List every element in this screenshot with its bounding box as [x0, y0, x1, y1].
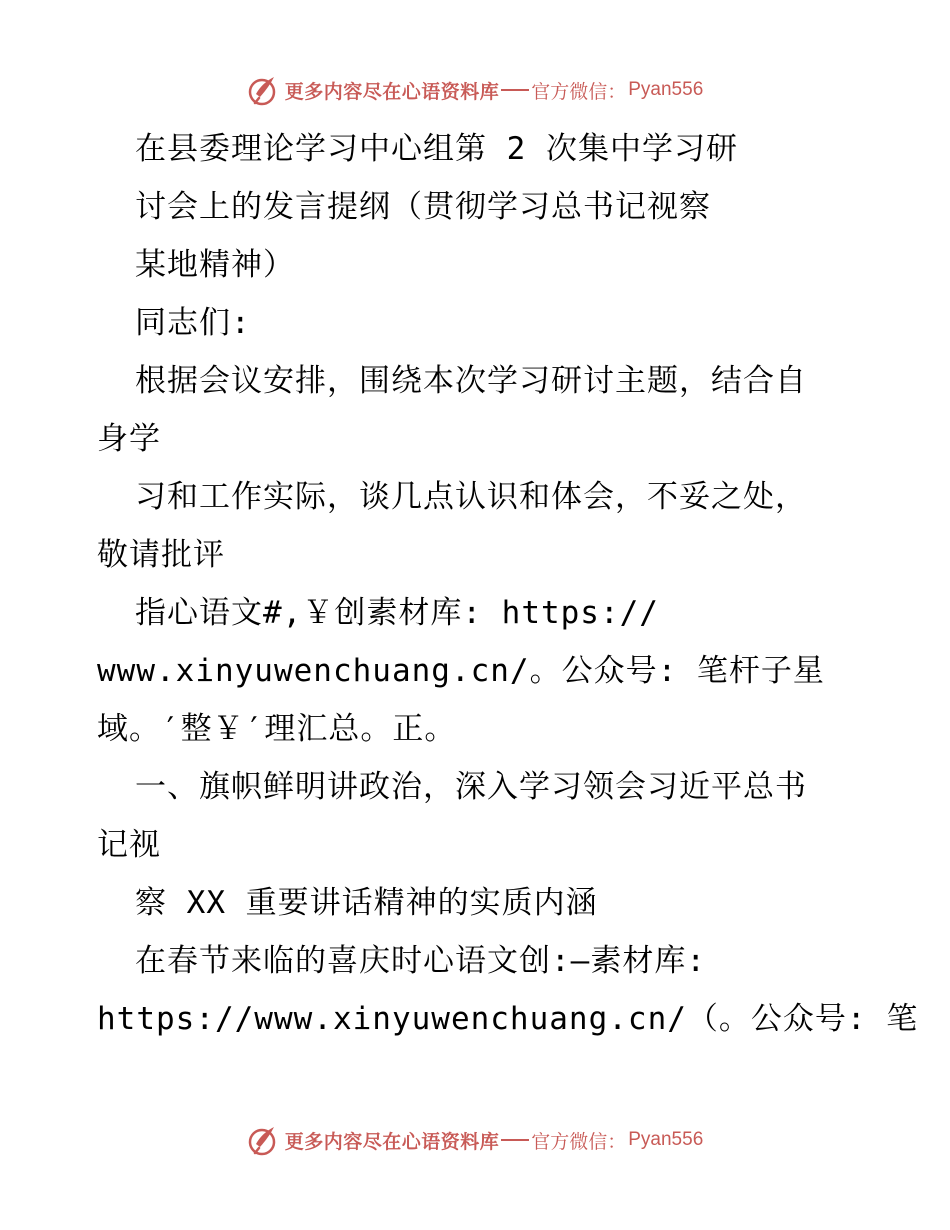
- banner-contact-label: 官方微信：: [531, 80, 627, 103]
- paragraph-line: 根据会议安排，围绕本次学习研讨主题，结合自: [135, 363, 807, 399]
- banner-brand-text: 更多内容尽在心语资料库: [284, 80, 500, 103]
- salutation: 同志们:: [135, 305, 251, 341]
- banner-dash: [501, 89, 529, 91]
- paragraph-line: 域。′整￥′理汇总。正。: [97, 711, 457, 747]
- header-banner: [0, 70, 950, 110]
- paragraph-line: https://www.xinyuwenchuang.cn/（。公众号: 笔: [97, 1001, 919, 1037]
- title-line-2: 讨会上的发言提纲（贯彻学习总书记视察: [135, 189, 711, 225]
- section-heading-line: 一、旗帜鲜明讲政治，深入学习领会习近平总书: [135, 769, 807, 805]
- paragraph-line: 敬请批评: [97, 537, 225, 573]
- banner-brand-text: 更多内容尽在心语资料库: [284, 1130, 500, 1153]
- section-heading-line: 察 XX 重要讲话精神的实质内涵: [135, 885, 598, 921]
- paragraph-line: 习和工作实际，谈几点认识和体会，不妥之处，: [135, 479, 807, 515]
- paragraph-line: www.xinyuwenchuang.cn/。公众号: 笔杆子星: [97, 653, 825, 689]
- paragraph-line: 身学: [97, 421, 161, 457]
- section-heading-line: 记视: [97, 827, 161, 863]
- banner-wechat-handle: Pyan556: [628, 79, 704, 100]
- footer-banner: [0, 1120, 950, 1160]
- document-body: [97, 120, 919, 1048]
- banner-dash: [501, 1139, 529, 1141]
- quill-logo-icon: [247, 73, 281, 107]
- banner-wechat-handle: Pyan556: [628, 1129, 704, 1150]
- quill-logo-icon: [247, 1123, 281, 1157]
- title-line-1: 在县委理论学习中心组第 2 次集中学习研: [135, 131, 738, 167]
- paragraph-line: 在春节来临的喜庆时心语文创:—素材库:: [135, 943, 706, 979]
- paragraph-line: 指心语文#,￥创素材库: https://: [135, 595, 659, 631]
- banner-contact-label: 官方微信：: [531, 1130, 627, 1153]
- title-line-3: 某地精神）: [135, 247, 295, 283]
